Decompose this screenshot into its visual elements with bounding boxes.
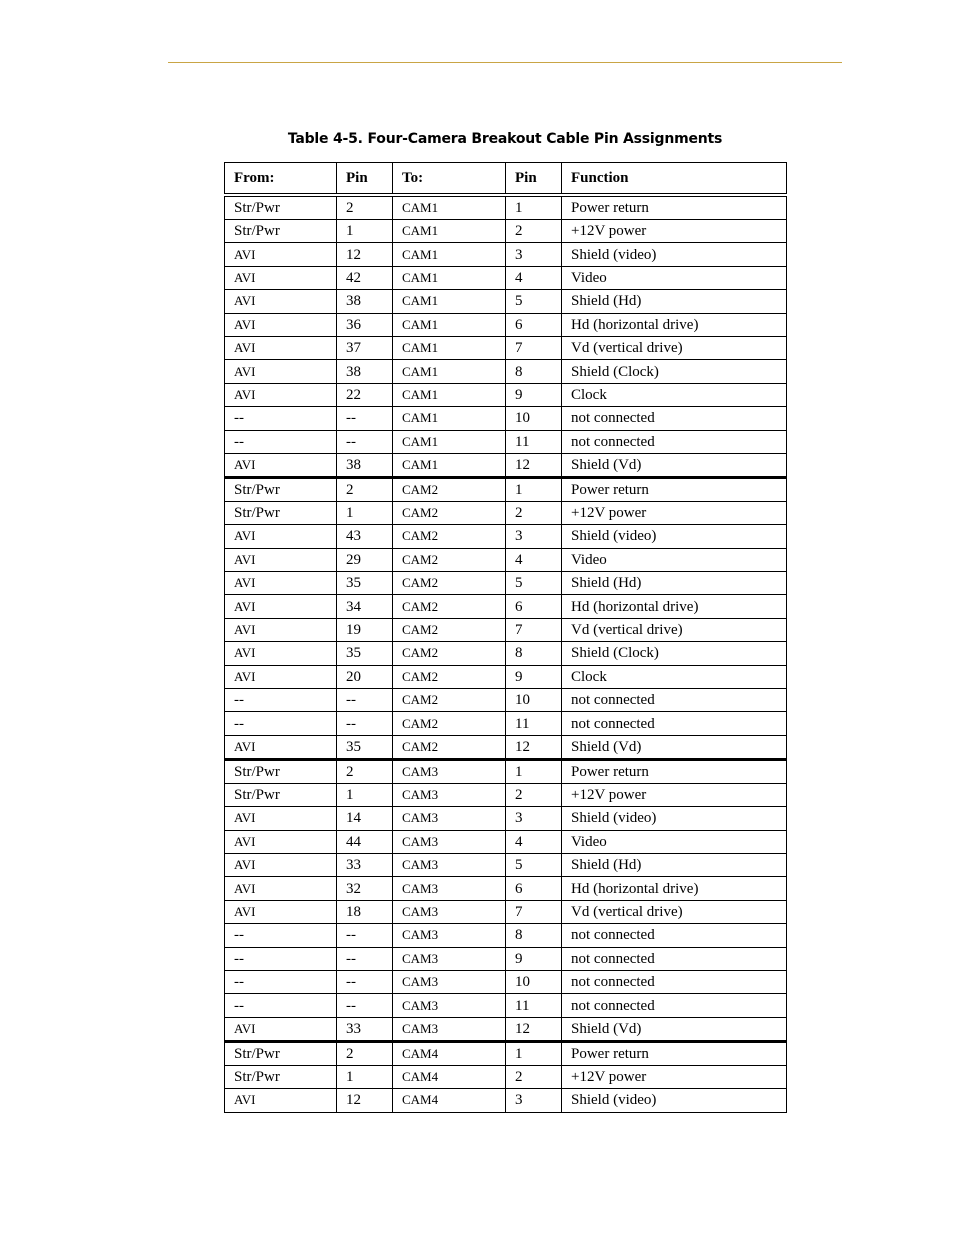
function-cell: not connected — [562, 994, 787, 1017]
to-pin-cell: 7 — [506, 900, 562, 923]
function-cell: Clock — [562, 665, 787, 688]
table-row — [225, 1065, 787, 1088]
function-cell: not connected — [562, 430, 787, 453]
to-pin-cell: 10 — [506, 407, 562, 430]
to-pin-cell: 9 — [506, 665, 562, 688]
to-pin-cell: 5 — [506, 572, 562, 595]
from-cell: AVI — [225, 642, 337, 665]
table-row — [225, 853, 787, 876]
to-cell: CAM2 — [393, 618, 506, 641]
function-cell: Vd (vertical drive) — [562, 618, 787, 641]
to-pin-cell: 3 — [506, 525, 562, 548]
to-cell: CAM1 — [393, 453, 506, 477]
from-pin-cell: 18 — [337, 900, 393, 923]
table-row — [225, 689, 787, 712]
to-pin-cell: 5 — [506, 290, 562, 313]
function-cell: Hd (horizontal drive) — [562, 313, 787, 336]
from-cell: Str/Pwr — [225, 783, 337, 806]
to-cell: CAM2 — [393, 735, 506, 759]
table-row — [225, 900, 787, 923]
function-cell: Shield (Hd) — [562, 572, 787, 595]
from-cell: AVI — [225, 290, 337, 313]
from-pin-cell: 12 — [337, 1089, 393, 1112]
table-row — [225, 453, 787, 477]
from-cell: AVI — [225, 900, 337, 923]
from-pin-cell: 2 — [337, 477, 393, 501]
table-row — [225, 407, 787, 430]
to-cell: CAM1 — [393, 407, 506, 430]
function-cell: Shield (Vd) — [562, 1017, 787, 1041]
function-cell: Shield (Vd) — [562, 735, 787, 759]
to-cell: CAM3 — [393, 900, 506, 923]
to-cell: CAM3 — [393, 830, 506, 853]
to-cell: CAM1 — [393, 220, 506, 243]
from-pin-cell: 20 — [337, 665, 393, 688]
from-pin-cell: 38 — [337, 290, 393, 313]
to-pin-cell: 6 — [506, 877, 562, 900]
table-row — [225, 477, 787, 501]
from-cell: AVI — [225, 595, 337, 618]
to-cell: CAM3 — [393, 877, 506, 900]
to-pin-cell: 3 — [506, 243, 562, 266]
function-cell: Video — [562, 548, 787, 571]
table-row — [225, 220, 787, 243]
to-pin-cell: 4 — [506, 830, 562, 853]
table-row — [225, 501, 787, 524]
function-cell: not connected — [562, 689, 787, 712]
to-cell: CAM1 — [393, 430, 506, 453]
to-cell: CAM1 — [393, 290, 506, 313]
table-row — [225, 807, 787, 830]
function-cell: not connected — [562, 407, 787, 430]
table-row — [225, 783, 787, 806]
function-cell: Video — [562, 266, 787, 289]
function-cell: Shield (video) — [562, 807, 787, 830]
function-cell: not connected — [562, 970, 787, 993]
from-cell: -- — [225, 712, 337, 735]
from-cell: AVI — [225, 877, 337, 900]
function-cell: not connected — [562, 924, 787, 947]
from-pin-cell: 2 — [337, 759, 393, 783]
from-pin-cell: 2 — [337, 195, 393, 220]
to-pin-cell: 8 — [506, 924, 562, 947]
from-cell: AVI — [225, 548, 337, 571]
to-cell: CAM3 — [393, 970, 506, 993]
to-pin-cell: 9 — [506, 947, 562, 970]
function-cell: Shield (Hd) — [562, 290, 787, 313]
from-pin-cell: -- — [337, 712, 393, 735]
to-cell: CAM1 — [393, 383, 506, 406]
function-cell: +12V power — [562, 220, 787, 243]
from-pin-cell: 1 — [337, 501, 393, 524]
from-pin-cell: 1 — [337, 1065, 393, 1088]
from-cell: AVI — [225, 853, 337, 876]
to-cell: CAM1 — [393, 266, 506, 289]
from-cell: AVI — [225, 266, 337, 289]
to-pin-cell: 8 — [506, 360, 562, 383]
from-pin-cell: 32 — [337, 877, 393, 900]
from-cell: -- — [225, 970, 337, 993]
to-pin-cell: 1 — [506, 195, 562, 220]
table-header-row — [225, 163, 787, 196]
table-row — [225, 947, 787, 970]
table-body — [225, 195, 787, 1112]
to-pin-cell: 8 — [506, 642, 562, 665]
function-cell: Vd (vertical drive) — [562, 336, 787, 359]
table-row — [225, 383, 787, 406]
from-pin-cell: 44 — [337, 830, 393, 853]
table-row — [225, 266, 787, 289]
from-pin-cell: -- — [337, 407, 393, 430]
to-cell: CAM3 — [393, 853, 506, 876]
header-to: To: — [393, 163, 506, 196]
function-cell: Shield (Vd) — [562, 453, 787, 477]
to-cell: CAM3 — [393, 807, 506, 830]
from-cell: Str/Pwr — [225, 477, 337, 501]
to-cell: CAM2 — [393, 595, 506, 618]
table-row — [225, 360, 787, 383]
table-row — [225, 759, 787, 783]
function-cell: not connected — [562, 947, 787, 970]
from-pin-cell: 34 — [337, 595, 393, 618]
to-cell: CAM2 — [393, 477, 506, 501]
to-cell: CAM4 — [393, 1089, 506, 1112]
from-pin-cell: 29 — [337, 548, 393, 571]
to-pin-cell: 11 — [506, 712, 562, 735]
table-row — [225, 313, 787, 336]
function-cell: Power return — [562, 477, 787, 501]
to-pin-cell: 12 — [506, 453, 562, 477]
to-pin-cell: 2 — [506, 1065, 562, 1088]
to-cell: CAM2 — [393, 501, 506, 524]
from-pin-cell: -- — [337, 994, 393, 1017]
from-pin-cell: 43 — [337, 525, 393, 548]
from-cell: AVI — [225, 572, 337, 595]
to-pin-cell: 7 — [506, 618, 562, 641]
function-cell: Hd (horizontal drive) — [562, 877, 787, 900]
to-pin-cell: 1 — [506, 1041, 562, 1065]
function-cell: Power return — [562, 195, 787, 220]
function-cell: +12V power — [562, 501, 787, 524]
to-cell: CAM2 — [393, 525, 506, 548]
function-cell: Shield (video) — [562, 243, 787, 266]
to-pin-cell: 6 — [506, 313, 562, 336]
to-pin-cell: 2 — [506, 783, 562, 806]
from-cell: AVI — [225, 1017, 337, 1041]
function-cell: Vd (vertical drive) — [562, 900, 787, 923]
header-from-pin: Pin — [337, 163, 393, 196]
from-cell: Str/Pwr — [225, 1065, 337, 1088]
table-title: Table 4-5. Four-Camera Breakout Cable Pin Assignments — [287, 131, 723, 147]
table-row — [225, 548, 787, 571]
from-pin-cell: 36 — [337, 313, 393, 336]
to-pin-cell: 5 — [506, 853, 562, 876]
function-cell: Clock — [562, 383, 787, 406]
header-to-pin: Pin — [506, 163, 562, 196]
from-pin-cell: 42 — [337, 266, 393, 289]
from-cell: Str/Pwr — [225, 759, 337, 783]
function-cell: Power return — [562, 759, 787, 783]
to-cell: CAM3 — [393, 1017, 506, 1041]
to-pin-cell: 12 — [506, 735, 562, 759]
from-pin-cell: -- — [337, 430, 393, 453]
from-pin-cell: 14 — [337, 807, 393, 830]
to-cell: CAM2 — [393, 642, 506, 665]
to-cell: CAM2 — [393, 665, 506, 688]
to-pin-cell: 6 — [506, 595, 562, 618]
header-rule — [168, 62, 842, 63]
to-cell: CAM4 — [393, 1041, 506, 1065]
table-row — [225, 1017, 787, 1041]
from-cell: AVI — [225, 807, 337, 830]
function-cell: Video — [562, 830, 787, 853]
table-row — [225, 195, 787, 220]
from-pin-cell: -- — [337, 947, 393, 970]
to-cell: CAM3 — [393, 783, 506, 806]
from-cell: Str/Pwr — [225, 195, 337, 220]
to-pin-cell: 9 — [506, 383, 562, 406]
table-row — [225, 572, 787, 595]
from-pin-cell: 38 — [337, 360, 393, 383]
table-row — [225, 618, 787, 641]
header-function: Function — [562, 163, 787, 196]
table-row — [225, 830, 787, 853]
from-cell: Str/Pwr — [225, 1041, 337, 1065]
table-row — [225, 525, 787, 548]
to-pin-cell: 1 — [506, 477, 562, 501]
to-cell: CAM1 — [393, 195, 506, 220]
to-pin-cell: 11 — [506, 430, 562, 453]
table-row — [225, 970, 787, 993]
to-cell: CAM1 — [393, 336, 506, 359]
to-cell: CAM4 — [393, 1065, 506, 1088]
function-cell: Shield (video) — [562, 525, 787, 548]
from-pin-cell: -- — [337, 689, 393, 712]
to-pin-cell: 2 — [506, 501, 562, 524]
from-pin-cell: 35 — [337, 572, 393, 595]
to-cell: CAM2 — [393, 689, 506, 712]
from-cell: Str/Pwr — [225, 501, 337, 524]
to-cell: CAM1 — [393, 243, 506, 266]
from-pin-cell: 37 — [337, 336, 393, 359]
from-cell: AVI — [225, 830, 337, 853]
to-cell: CAM1 — [393, 360, 506, 383]
table-row — [225, 994, 787, 1017]
to-cell: CAM2 — [393, 572, 506, 595]
table-row — [225, 642, 787, 665]
table-row — [225, 712, 787, 735]
to-cell: CAM3 — [393, 924, 506, 947]
to-cell: CAM3 — [393, 947, 506, 970]
from-cell: AVI — [225, 336, 337, 359]
to-pin-cell: 11 — [506, 994, 562, 1017]
to-pin-cell: 10 — [506, 689, 562, 712]
function-cell: +12V power — [562, 783, 787, 806]
from-pin-cell: 35 — [337, 735, 393, 759]
from-pin-cell: 12 — [337, 243, 393, 266]
from-cell: -- — [225, 430, 337, 453]
from-pin-cell: -- — [337, 970, 393, 993]
header-from: From: — [225, 163, 337, 196]
to-pin-cell: 2 — [506, 220, 562, 243]
function-cell: Shield (Clock) — [562, 642, 787, 665]
table-row — [225, 924, 787, 947]
from-pin-cell: 2 — [337, 1041, 393, 1065]
to-pin-cell: 7 — [506, 336, 562, 359]
function-cell: Shield (Clock) — [562, 360, 787, 383]
to-cell: CAM1 — [393, 313, 506, 336]
table-row — [225, 243, 787, 266]
table-row — [225, 1041, 787, 1065]
pin-assignment-table — [224, 162, 787, 1113]
from-cell: -- — [225, 924, 337, 947]
to-pin-cell: 3 — [506, 807, 562, 830]
table-row — [225, 595, 787, 618]
to-cell: CAM3 — [393, 994, 506, 1017]
from-cell: -- — [225, 407, 337, 430]
from-cell: AVI — [225, 1089, 337, 1112]
from-cell: Str/Pwr — [225, 220, 337, 243]
from-cell: AVI — [225, 383, 337, 406]
from-cell: AVI — [225, 735, 337, 759]
from-cell: -- — [225, 947, 337, 970]
to-cell: CAM2 — [393, 548, 506, 571]
from-cell: AVI — [225, 665, 337, 688]
from-pin-cell: 33 — [337, 853, 393, 876]
from-pin-cell: -- — [337, 924, 393, 947]
from-pin-cell: 22 — [337, 383, 393, 406]
from-cell: AVI — [225, 243, 337, 266]
from-pin-cell: 19 — [337, 618, 393, 641]
from-cell: -- — [225, 994, 337, 1017]
from-pin-cell: 35 — [337, 642, 393, 665]
function-cell: Power return — [562, 1041, 787, 1065]
from-cell: AVI — [225, 453, 337, 477]
to-pin-cell: 4 — [506, 266, 562, 289]
from-pin-cell: 33 — [337, 1017, 393, 1041]
from-pin-cell: 1 — [337, 220, 393, 243]
function-cell: Shield (video) — [562, 1089, 787, 1112]
to-pin-cell: 4 — [506, 548, 562, 571]
from-cell: AVI — [225, 360, 337, 383]
table-row — [225, 1089, 787, 1112]
to-pin-cell: 3 — [506, 1089, 562, 1112]
table-row — [225, 336, 787, 359]
from-cell: AVI — [225, 525, 337, 548]
table-row — [225, 877, 787, 900]
from-cell: AVI — [225, 618, 337, 641]
table-row — [225, 290, 787, 313]
table-row — [225, 430, 787, 453]
function-cell: +12V power — [562, 1065, 787, 1088]
from-pin-cell: 1 — [337, 783, 393, 806]
to-cell: CAM3 — [393, 759, 506, 783]
to-pin-cell: 1 — [506, 759, 562, 783]
table-row — [225, 735, 787, 759]
table-row — [225, 665, 787, 688]
to-pin-cell: 10 — [506, 970, 562, 993]
to-cell: CAM2 — [393, 712, 506, 735]
function-cell: Shield (Hd) — [562, 853, 787, 876]
from-cell: -- — [225, 689, 337, 712]
function-cell: Hd (horizontal drive) — [562, 595, 787, 618]
to-pin-cell: 12 — [506, 1017, 562, 1041]
from-cell: AVI — [225, 313, 337, 336]
from-pin-cell: 38 — [337, 453, 393, 477]
function-cell: not connected — [562, 712, 787, 735]
